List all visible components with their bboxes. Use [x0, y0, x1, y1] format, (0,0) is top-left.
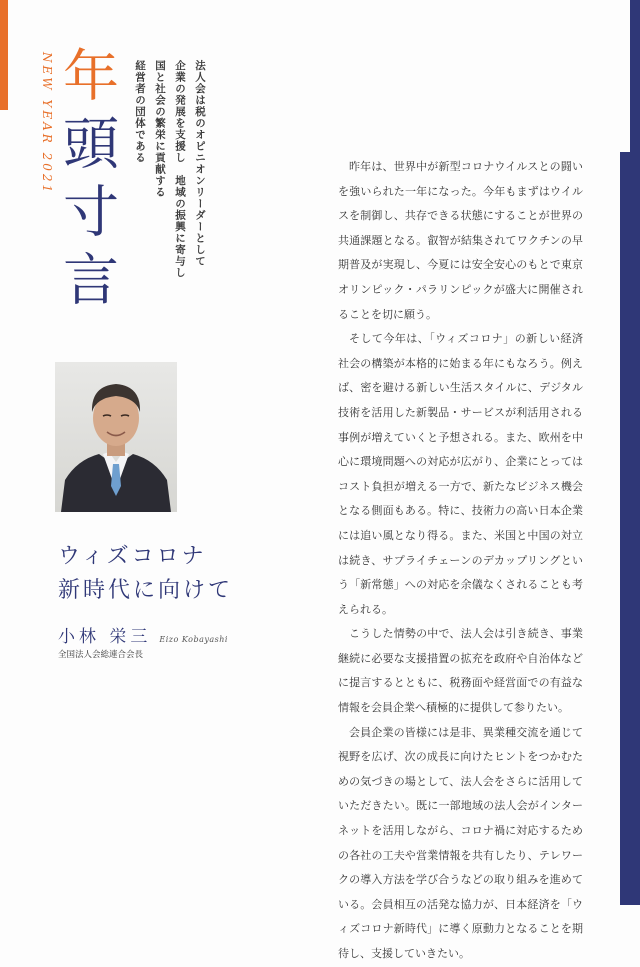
body-paragraph: こうした情勢の中で、法人会は引き続き、事業継続に必要な支援措置の拡充を政府や自治体などに提言するとともに、税務面や経営面での有益な情報を会員企業へ積極的に提供して参りたい。: [338, 627, 583, 715]
navy-accent-bar: [620, 152, 630, 905]
tagline: [130, 60, 210, 279]
tagline-line: 法人会は税のオピニオンリーダーとして: [194, 60, 206, 267]
tagline-line: 企業の発展を支援し 地域の振興に寄与し: [174, 60, 186, 279]
page-title-rest: 頭寸言: [54, 114, 119, 318]
portrait-illustration: [55, 362, 177, 512]
author-affiliation: 全国法人会総連合会長: [58, 650, 144, 660]
page-title: [50, 46, 122, 318]
author-name: [58, 622, 228, 647]
author-name-text: 小林 栄三: [58, 627, 152, 647]
body-paragraph: 昨年は、世界中が新型コロナウイルスとの闘いを強いられた一年になった。今年もまずはウイルスを制御し、共存できる状態にすることが世界の共通課題となる。叡智が結集されてワクチンの早期普及が実現し、今夏には安全安心のもとで東京オリンピック・パラリンピックが盛大に開催されることを切に願う。: [338, 160, 583, 321]
body-paragraph: 会員企業の皆様には是非、異業種交流を通じて視野を広げ、次の成長に向けたヒントをつかむための気づきの場として、法人会をさらに活用していただきたい。既に一部地域の法人会がインターネットを活用しながら、コロナ禍に対応するための各社の工夫や営業情報を共有したり、テレワークの導入方法を学び合うなどの取り組みを進めている。会員相互の活発な協力が、日本経済を「ウィズコロナ新時代」に導く原動力となることを期待し、支援していきたい。: [338, 725, 583, 960]
author-name-roman: Eizo Kobayashi: [159, 635, 228, 644]
page-title-first-char: 年: [54, 46, 119, 114]
tagline-line: 国と社会の繁栄に貢献する: [154, 60, 166, 198]
new-year-label: NEW YEAR 2021: [40, 52, 54, 196]
orange-accent-bar: [0, 0, 8, 110]
article-body: [338, 155, 583, 967]
navy-edge-bar: [630, 0, 640, 905]
headline-line: ウィズコロナ: [58, 544, 207, 569]
body-paragraph: そして今年は、「ウィズコロナ」の新しい経済社会の構築が本格的に始まる年にもなろう。例えば、密を避ける新しい生活スタイルに、デジタル技術を活用した新製品・サービスが利活用される事例が増えていくと予想される。また、欧州を中心に環境問題への対応が広がり、企業にとってはコスト負担が増える一方で、新たなビジネス機会となる側面もある。特に、技術力の高い日本企業には追い風となり得る。また、米国と中国の対立は続き、サプライチェーンのデカップリングという「新常態」への対応を余儀なくされることも考えられる。: [338, 332, 583, 616]
headline-line: 新時代に向けて: [58, 578, 234, 603]
portrait-photo: [55, 362, 177, 512]
article-headline: [58, 540, 233, 608]
tagline-line: 経営者の団体である: [134, 60, 146, 164]
